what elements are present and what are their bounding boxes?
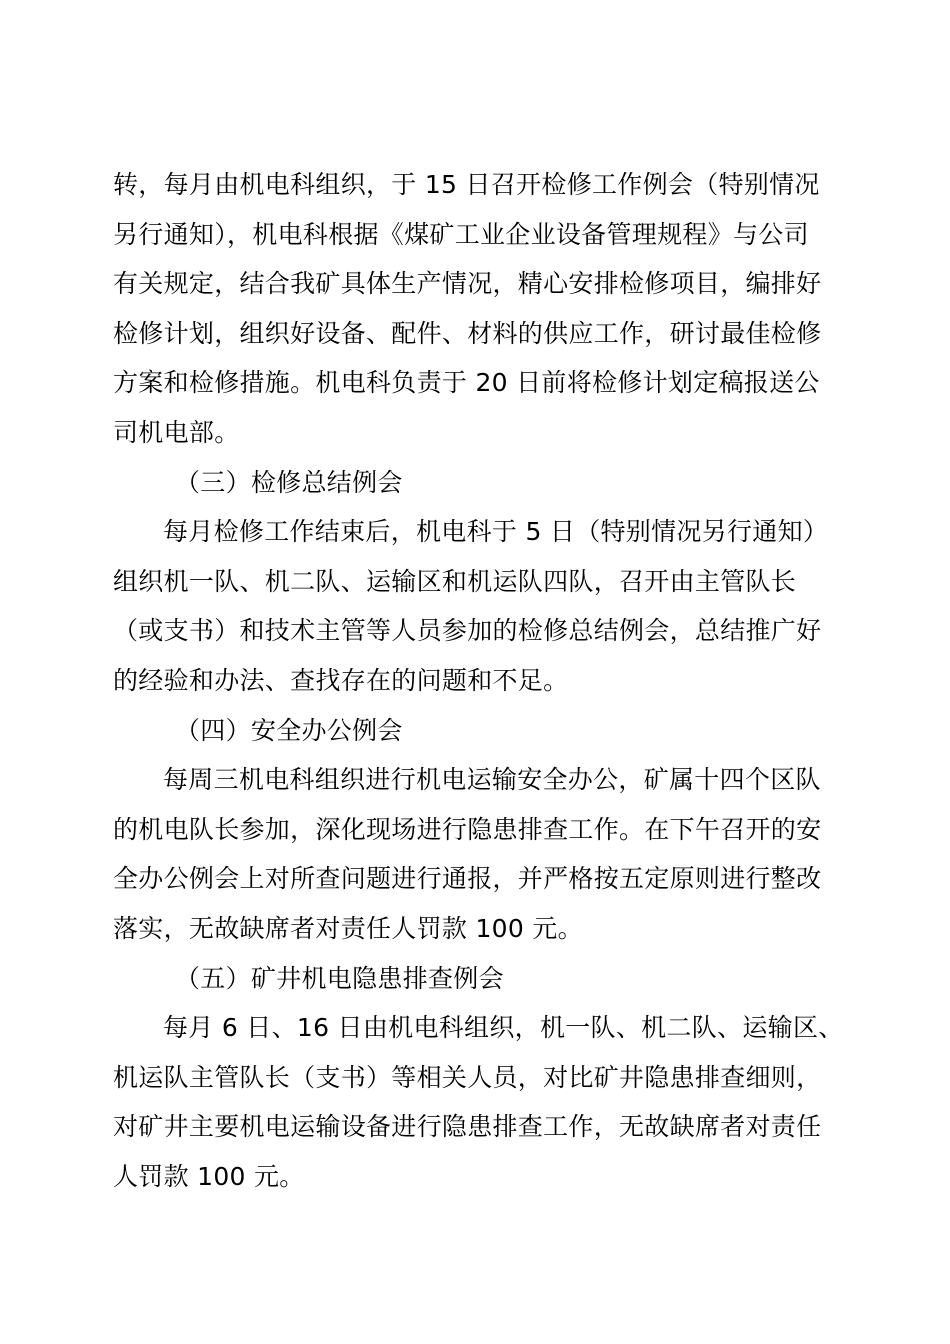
text-line: 落实，无故缺席者对责任人罚款 100 元。 — [113, 913, 583, 943]
text-line: 组织机一队、机二队、运输区和机运队四队，召开由主管队长 — [113, 566, 797, 596]
text-line: 的经验和办法、查找存在的问题和不足。 — [113, 665, 569, 695]
text-line: 转，每月由机电科组织，于 15 日召开检修工作例会（特别情况 — [113, 170, 820, 199]
section-heading-4: （四）安全办公例会 — [175, 715, 403, 745]
paragraph-start: 每月 6 日、16 日由机电科组织，机一队、机二队、运输区、 — [163, 1013, 844, 1043]
text-line: 方案和检修措施。机电科负责于 20 日前将检修计划定稿报送公 — [113, 368, 820, 398]
text-line: 司机电部。 — [113, 417, 240, 447]
section-heading-3: （三）检修总结例会 — [175, 467, 403, 497]
paragraph-start: 每月检修工作结束后，机电科于 5 日（特别情况另行通知） — [163, 517, 829, 547]
text-line: 机运队主管队长（支书）等相关人员，对比矿井隐患排查细则， — [113, 1062, 822, 1092]
paragraph-start: 每周三机电科组织进行机电运输安全办公，矿属十四个区队 — [163, 765, 821, 795]
text-line: （或支书）和技术主管等人员参加的检修总结例会，总结推广好 — [113, 616, 822, 646]
text-line: 人罚款 100 元。 — [113, 1161, 305, 1191]
text-line: 另行通知），机电科根据《煤矿工业企业设备管理规程》与公司 — [113, 219, 809, 249]
text-line: 全办公例会上对所查问题进行通报，并严格按五定原则进行整改 — [113, 864, 822, 894]
text-line: 的机电队长参加，深化现场进行隐患排查工作。在下午召开的安 — [113, 814, 822, 844]
document-body — [113, 160, 853, 1201]
text-line: 有关规定，结合我矿具体生产情况，精心安排检修项目，编排好 — [113, 269, 822, 299]
text-line: 对矿井主要机电运输设备进行隐患排查工作，无故缺席者对责任 — [113, 1112, 822, 1142]
section-heading-5: （五）矿井机电隐患排查例会 — [175, 963, 504, 993]
text-line: 检修计划，组织好设备、配件、材料的供应工作，研讨最佳检修 — [113, 318, 822, 348]
